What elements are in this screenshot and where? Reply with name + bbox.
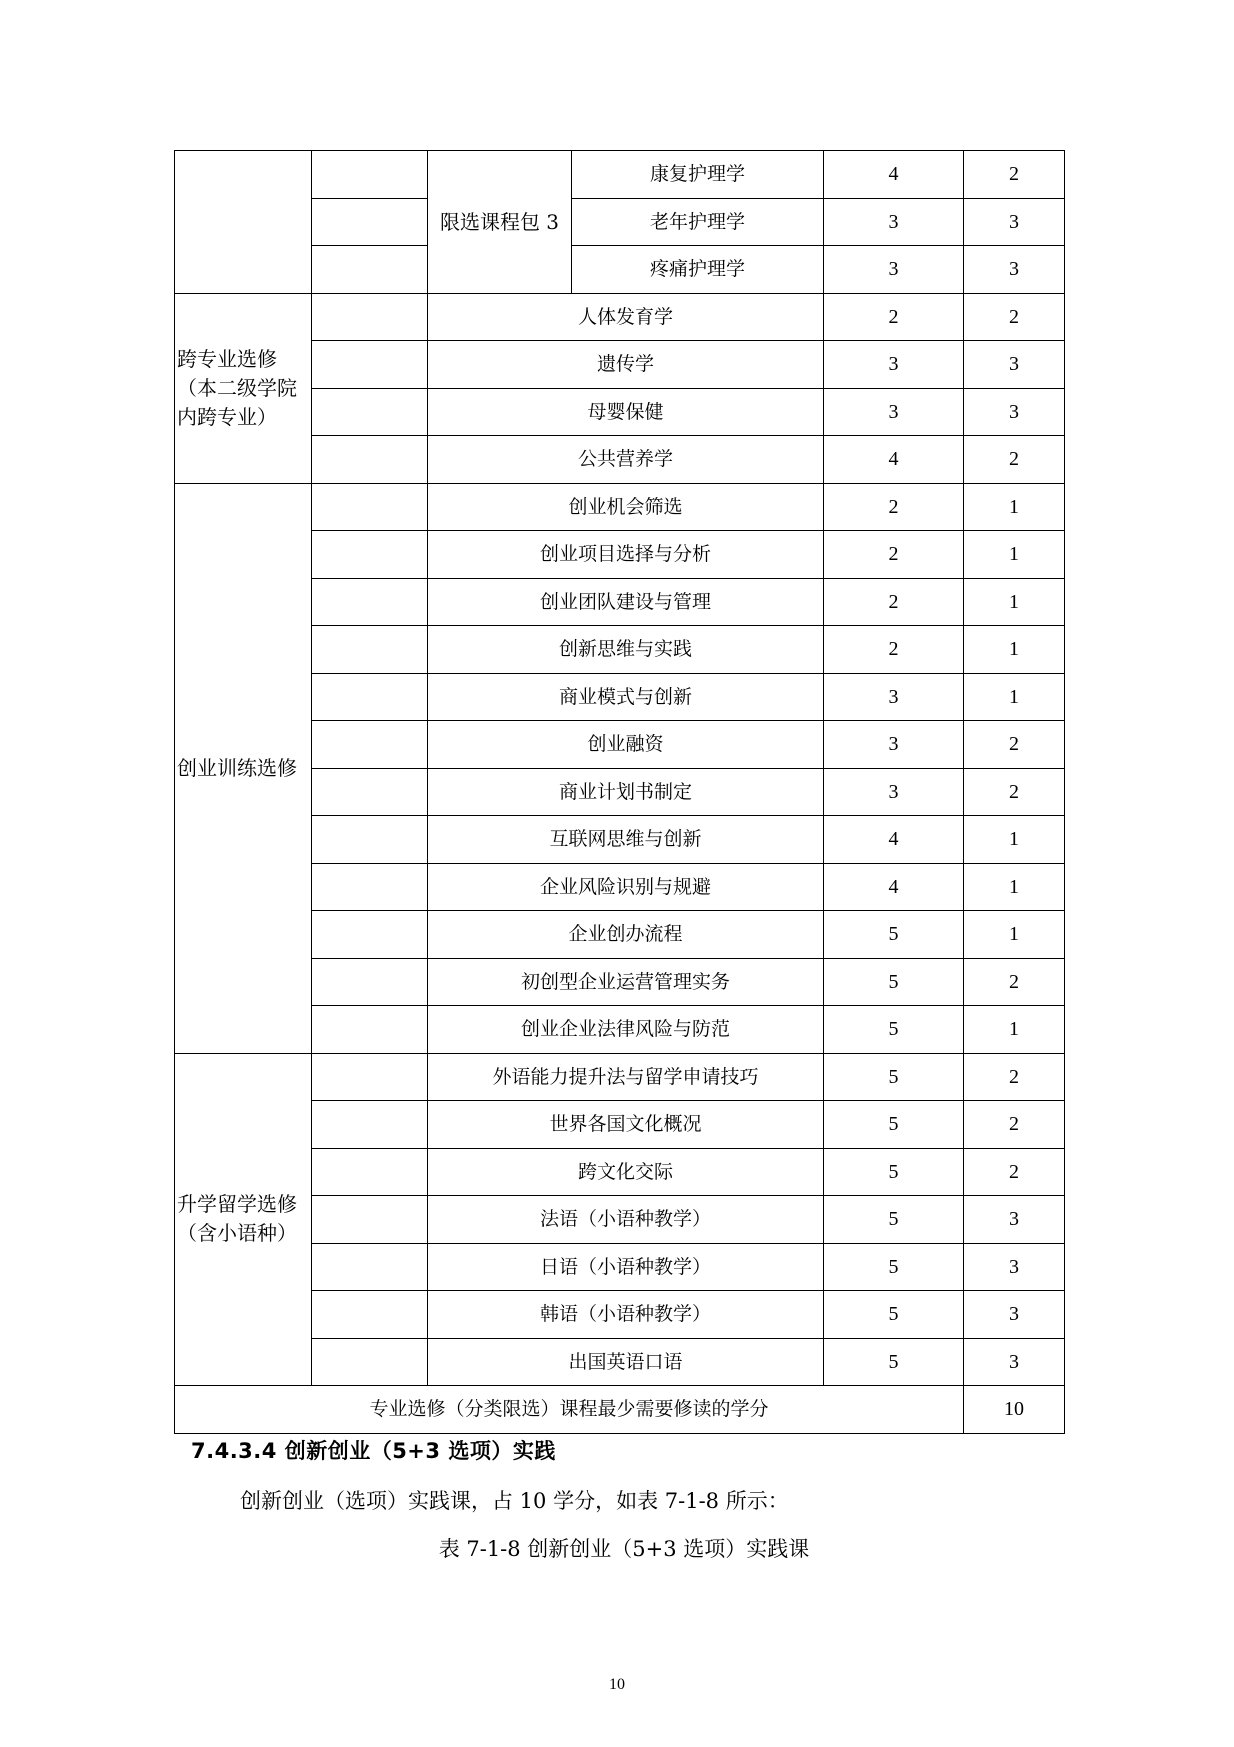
credits-cell: 3: [964, 341, 1065, 389]
blank-cell: [312, 436, 428, 484]
credits-cell: 2: [964, 958, 1065, 1006]
blank-cell: [312, 1196, 428, 1244]
course-name-cell: 母婴保健: [428, 388, 824, 436]
blank-cell: [312, 1338, 428, 1386]
blank-cell: [312, 151, 428, 199]
semester-cell: 2: [824, 578, 964, 626]
course-name-cell: 公共营养学: [428, 436, 824, 484]
semester-cell: 5: [824, 958, 964, 1006]
blank-cell: [312, 1291, 428, 1339]
table-row: [175, 151, 1065, 199]
course-name-cell: 企业风险识别与规避: [428, 863, 824, 911]
semester-cell: 5: [824, 911, 964, 959]
credits-cell: 2: [964, 721, 1065, 769]
category-cell: 创业训练选修: [175, 483, 312, 1053]
semester-cell: 5: [824, 1006, 964, 1054]
blank-cell: [312, 293, 428, 341]
semester-cell: 3: [824, 246, 964, 294]
credits-cell: 1: [964, 531, 1065, 579]
credits-cell: 3: [964, 1338, 1065, 1386]
semester-cell: 2: [824, 531, 964, 579]
credits-cell: 3: [964, 1196, 1065, 1244]
course-name-cell: 遗传学: [428, 341, 824, 389]
credits-cell: 3: [964, 1243, 1065, 1291]
course-name-cell: 创业企业法律风险与防范: [428, 1006, 824, 1054]
blank-cell: [312, 1053, 428, 1101]
semester-cell: 5: [824, 1101, 964, 1149]
semester-cell: 3: [824, 721, 964, 769]
course-name-cell: 创业团队建设与管理: [428, 578, 824, 626]
table-row: [175, 483, 1065, 531]
credits-cell: 1: [964, 626, 1065, 674]
blank-cell: [312, 246, 428, 294]
credits-cell: 2: [964, 768, 1065, 816]
semester-cell: 3: [824, 388, 964, 436]
page-number: 10: [609, 1676, 625, 1693]
blank-cell: [312, 673, 428, 721]
semester-cell: 2: [824, 626, 964, 674]
credits-cell: 1: [964, 1006, 1065, 1054]
course-name-cell: 创业项目选择与分析: [428, 531, 824, 579]
blank-cell: [312, 341, 428, 389]
blank-cell: [312, 768, 428, 816]
credits-cell: 2: [964, 293, 1065, 341]
course-table: [174, 150, 1065, 1434]
credits-cell: 1: [964, 483, 1065, 531]
course-name-cell: 人体发育学: [428, 293, 824, 341]
course-name-cell: 外语能力提升法与留学申请技巧: [428, 1053, 824, 1101]
semester-cell: 5: [824, 1196, 964, 1244]
semester-cell: 2: [824, 293, 964, 341]
course-name-cell: 老年护理学: [572, 198, 824, 246]
semester-cell: 5: [824, 1148, 964, 1196]
course-name-cell: 初创型企业运营管理实务: [428, 958, 824, 1006]
table-body: [175, 151, 1065, 1434]
course-name-cell: 商业计划书制定: [428, 768, 824, 816]
blank-cell: [312, 863, 428, 911]
blank-cell: [312, 626, 428, 674]
credits-cell: 3: [964, 388, 1065, 436]
credits-cell: 1: [964, 578, 1065, 626]
semester-cell: 3: [824, 768, 964, 816]
semester-cell: 5: [824, 1243, 964, 1291]
course-name-cell: 法语（小语种教学）: [428, 1196, 824, 1244]
course-name-cell: 创业机会筛选: [428, 483, 824, 531]
body-paragraph: 创新创业（选项）实践课，占 10 学分，如表 7-1-8 所示：: [240, 1489, 789, 1513]
semester-cell: 4: [824, 816, 964, 864]
package-cell: 限选课程包 3: [428, 151, 572, 294]
course-name-cell: 康复护理学: [572, 151, 824, 199]
semester-cell: 2: [824, 483, 964, 531]
course-name-cell: 日语（小语种教学）: [428, 1243, 824, 1291]
semester-cell: 5: [824, 1338, 964, 1386]
semester-cell: 5: [824, 1053, 964, 1101]
credits-cell: 3: [964, 246, 1065, 294]
credits-cell: 1: [964, 911, 1065, 959]
blank-cell: [312, 1006, 428, 1054]
blank-cell: [312, 816, 428, 864]
blank-cell: [312, 1148, 428, 1196]
credits-cell: 1: [964, 863, 1065, 911]
semester-cell: 4: [824, 863, 964, 911]
category-cell: 跨专业选修（本二级学院内跨专业）: [175, 293, 312, 483]
credits-cell: 1: [964, 673, 1065, 721]
credits-cell: 1: [964, 816, 1065, 864]
credits-cell: 2: [964, 1148, 1065, 1196]
semester-cell: 3: [824, 673, 964, 721]
category-cell: [175, 151, 312, 294]
course-name-cell: 跨文化交际: [428, 1148, 824, 1196]
credits-cell: 3: [964, 198, 1065, 246]
blank-cell: [312, 958, 428, 1006]
blank-cell: [312, 578, 428, 626]
blank-cell: [312, 1101, 428, 1149]
blank-cell: [312, 483, 428, 531]
table-row: [175, 293, 1065, 341]
course-name-cell: 出国英语口语: [428, 1338, 824, 1386]
course-name-cell: 世界各国文化概况: [428, 1101, 824, 1149]
total-label-cell: 专业选修（分类限选）课程最少需要修读的学分: [175, 1386, 964, 1434]
category-cell: 升学留学选修（含小语种）: [175, 1053, 312, 1386]
total-row: [175, 1386, 1065, 1434]
table-row: [175, 1053, 1065, 1101]
blank-cell: [312, 721, 428, 769]
credits-cell: 2: [964, 436, 1065, 484]
blank-cell: [312, 198, 428, 246]
total-value-cell: 10: [964, 1386, 1065, 1434]
section-heading: 7.4.3.4 创新创业（5+3 选项）实践: [191, 1439, 556, 1463]
semester-cell: 4: [824, 151, 964, 199]
course-name-cell: 韩语（小语种教学）: [428, 1291, 824, 1339]
course-name-cell: 商业模式与创新: [428, 673, 824, 721]
blank-cell: [312, 1243, 428, 1291]
course-name-cell: 创业融资: [428, 721, 824, 769]
semester-cell: 5: [824, 1291, 964, 1339]
course-name-cell: 创新思维与实践: [428, 626, 824, 674]
blank-cell: [312, 388, 428, 436]
course-name-cell: 互联网思维与创新: [428, 816, 824, 864]
course-name-cell: 疼痛护理学: [572, 246, 824, 294]
credits-cell: 2: [964, 1053, 1065, 1101]
course-name-cell: 企业创办流程: [428, 911, 824, 959]
semester-cell: 4: [824, 436, 964, 484]
semester-cell: 3: [824, 341, 964, 389]
blank-cell: [312, 531, 428, 579]
credits-cell: 2: [964, 151, 1065, 199]
credits-cell: 2: [964, 1101, 1065, 1149]
blank-cell: [312, 911, 428, 959]
semester-cell: 3: [824, 198, 964, 246]
credits-cell: 3: [964, 1291, 1065, 1339]
table-caption: 表 7-1-8 创新创业（5+3 选项）实践课: [438, 1537, 810, 1561]
